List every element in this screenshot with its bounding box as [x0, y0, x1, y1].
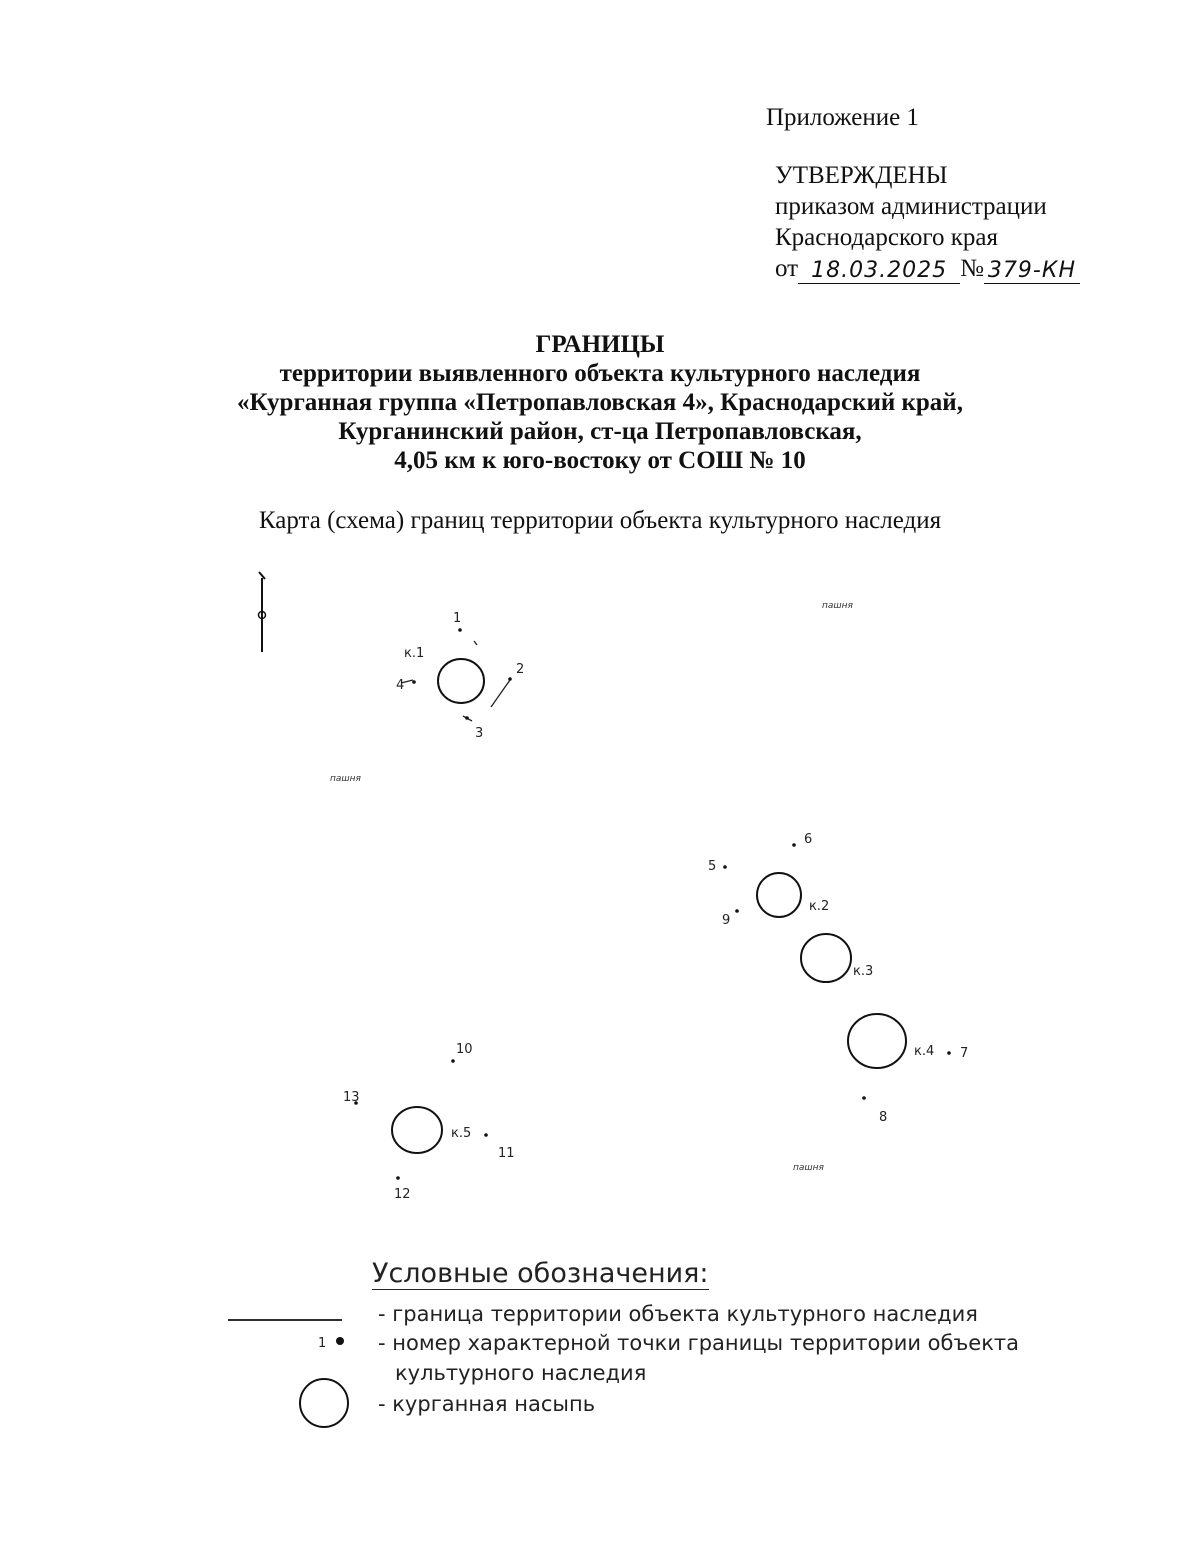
mound-3 — [801, 934, 851, 982]
legend-boundary-text: - граница территории объекта культурного наследия — [378, 1302, 978, 1326]
boundary-points — [354, 628, 951, 1180]
point-12-marker — [396, 1176, 400, 1180]
appendix-label: Приложение 1 — [766, 104, 919, 131]
point-4-label: 4 — [396, 678, 405, 693]
point-2-marker — [508, 677, 512, 681]
mound-4 — [848, 1014, 906, 1068]
point-5-marker — [723, 865, 727, 869]
from-label: от — [775, 255, 799, 282]
point-7-marker — [947, 1051, 951, 1055]
title-heading: ГРАНИЦЫ — [535, 331, 665, 358]
point-8-marker — [862, 1096, 866, 1100]
point-3-marker — [465, 716, 469, 720]
title-line-4: 4,05 км к юго-востоку от СОШ № 10 — [394, 447, 806, 474]
north-arrow-icon — [259, 572, 266, 652]
mound-1-label: к.1 — [404, 646, 425, 661]
mound-2-label: к.2 — [809, 899, 830, 914]
title-line-1: территории выявленного объекта культурного наследия — [279, 360, 921, 387]
number-label: № — [960, 255, 984, 282]
point-13-label: 13 — [343, 1090, 360, 1105]
field-label-2: пашня — [330, 774, 361, 784]
point-11-marker — [484, 1133, 488, 1137]
mound-1 — [438, 659, 484, 703]
point-6-marker — [792, 843, 796, 847]
legend-title-text: Условные обозначения: — [372, 1258, 709, 1289]
legend-mound-symbol — [300, 1379, 348, 1427]
point-2-label: 2 — [516, 662, 525, 677]
mound-4-label: к.4 — [914, 1044, 935, 1059]
order-date: 18.03.2025 — [798, 255, 960, 284]
point-12-label: 12 — [394, 1187, 411, 1202]
title-line-3: Курганинский район, ст-ца Петропавловская, — [338, 418, 862, 445]
point-11-label: 11 — [498, 1146, 515, 1161]
approved-heading: УТВЕРЖДЕНЫ — [775, 162, 948, 189]
point-6-label: 6 — [804, 832, 813, 847]
point-9-label: 9 — [722, 913, 731, 928]
point-7-label: 7 — [960, 1046, 969, 1061]
point-1-label: 1 — [453, 611, 462, 626]
point-10-label: 10 — [456, 1042, 473, 1057]
approved-line-1: приказом администрации — [775, 193, 1047, 220]
point-1-marker — [458, 628, 462, 632]
point-10-marker — [451, 1059, 455, 1063]
legend-point-text-2: культурного наследия — [395, 1361, 647, 1385]
legend-point-number: 1 — [318, 1336, 327, 1351]
point-4-marker — [412, 680, 416, 684]
point-5-label: 5 — [708, 859, 717, 874]
field-label-3: пашня — [793, 1163, 824, 1173]
point-3-label: 3 — [475, 726, 484, 741]
legend-mound-text: - курганная насыпь — [378, 1392, 596, 1416]
order-number: 379-КН — [984, 255, 1080, 284]
point-8-label: 8 — [879, 1110, 888, 1125]
mound-5-label: к.5 — [451, 1126, 472, 1141]
title-line-2: «Курганная группа «Петропавловская 4», Краснодарский край, — [237, 389, 963, 416]
map-subtitle: Карта (схема) границ территории объекта культурного наследия — [258, 507, 942, 534]
legend-point-marker — [336, 1337, 344, 1345]
mound-2 — [757, 873, 801, 917]
legend-title — [372, 1258, 709, 1289]
mound-3-label: к.3 — [853, 964, 874, 979]
legend-point-text-1: - номер характерной точки границы территории объекта — [378, 1331, 1020, 1355]
field-label-1: пашня — [822, 601, 853, 611]
point-9-marker — [735, 909, 739, 913]
approved-line-2: Краснодарского края — [775, 224, 998, 251]
mound-5 — [392, 1107, 442, 1153]
